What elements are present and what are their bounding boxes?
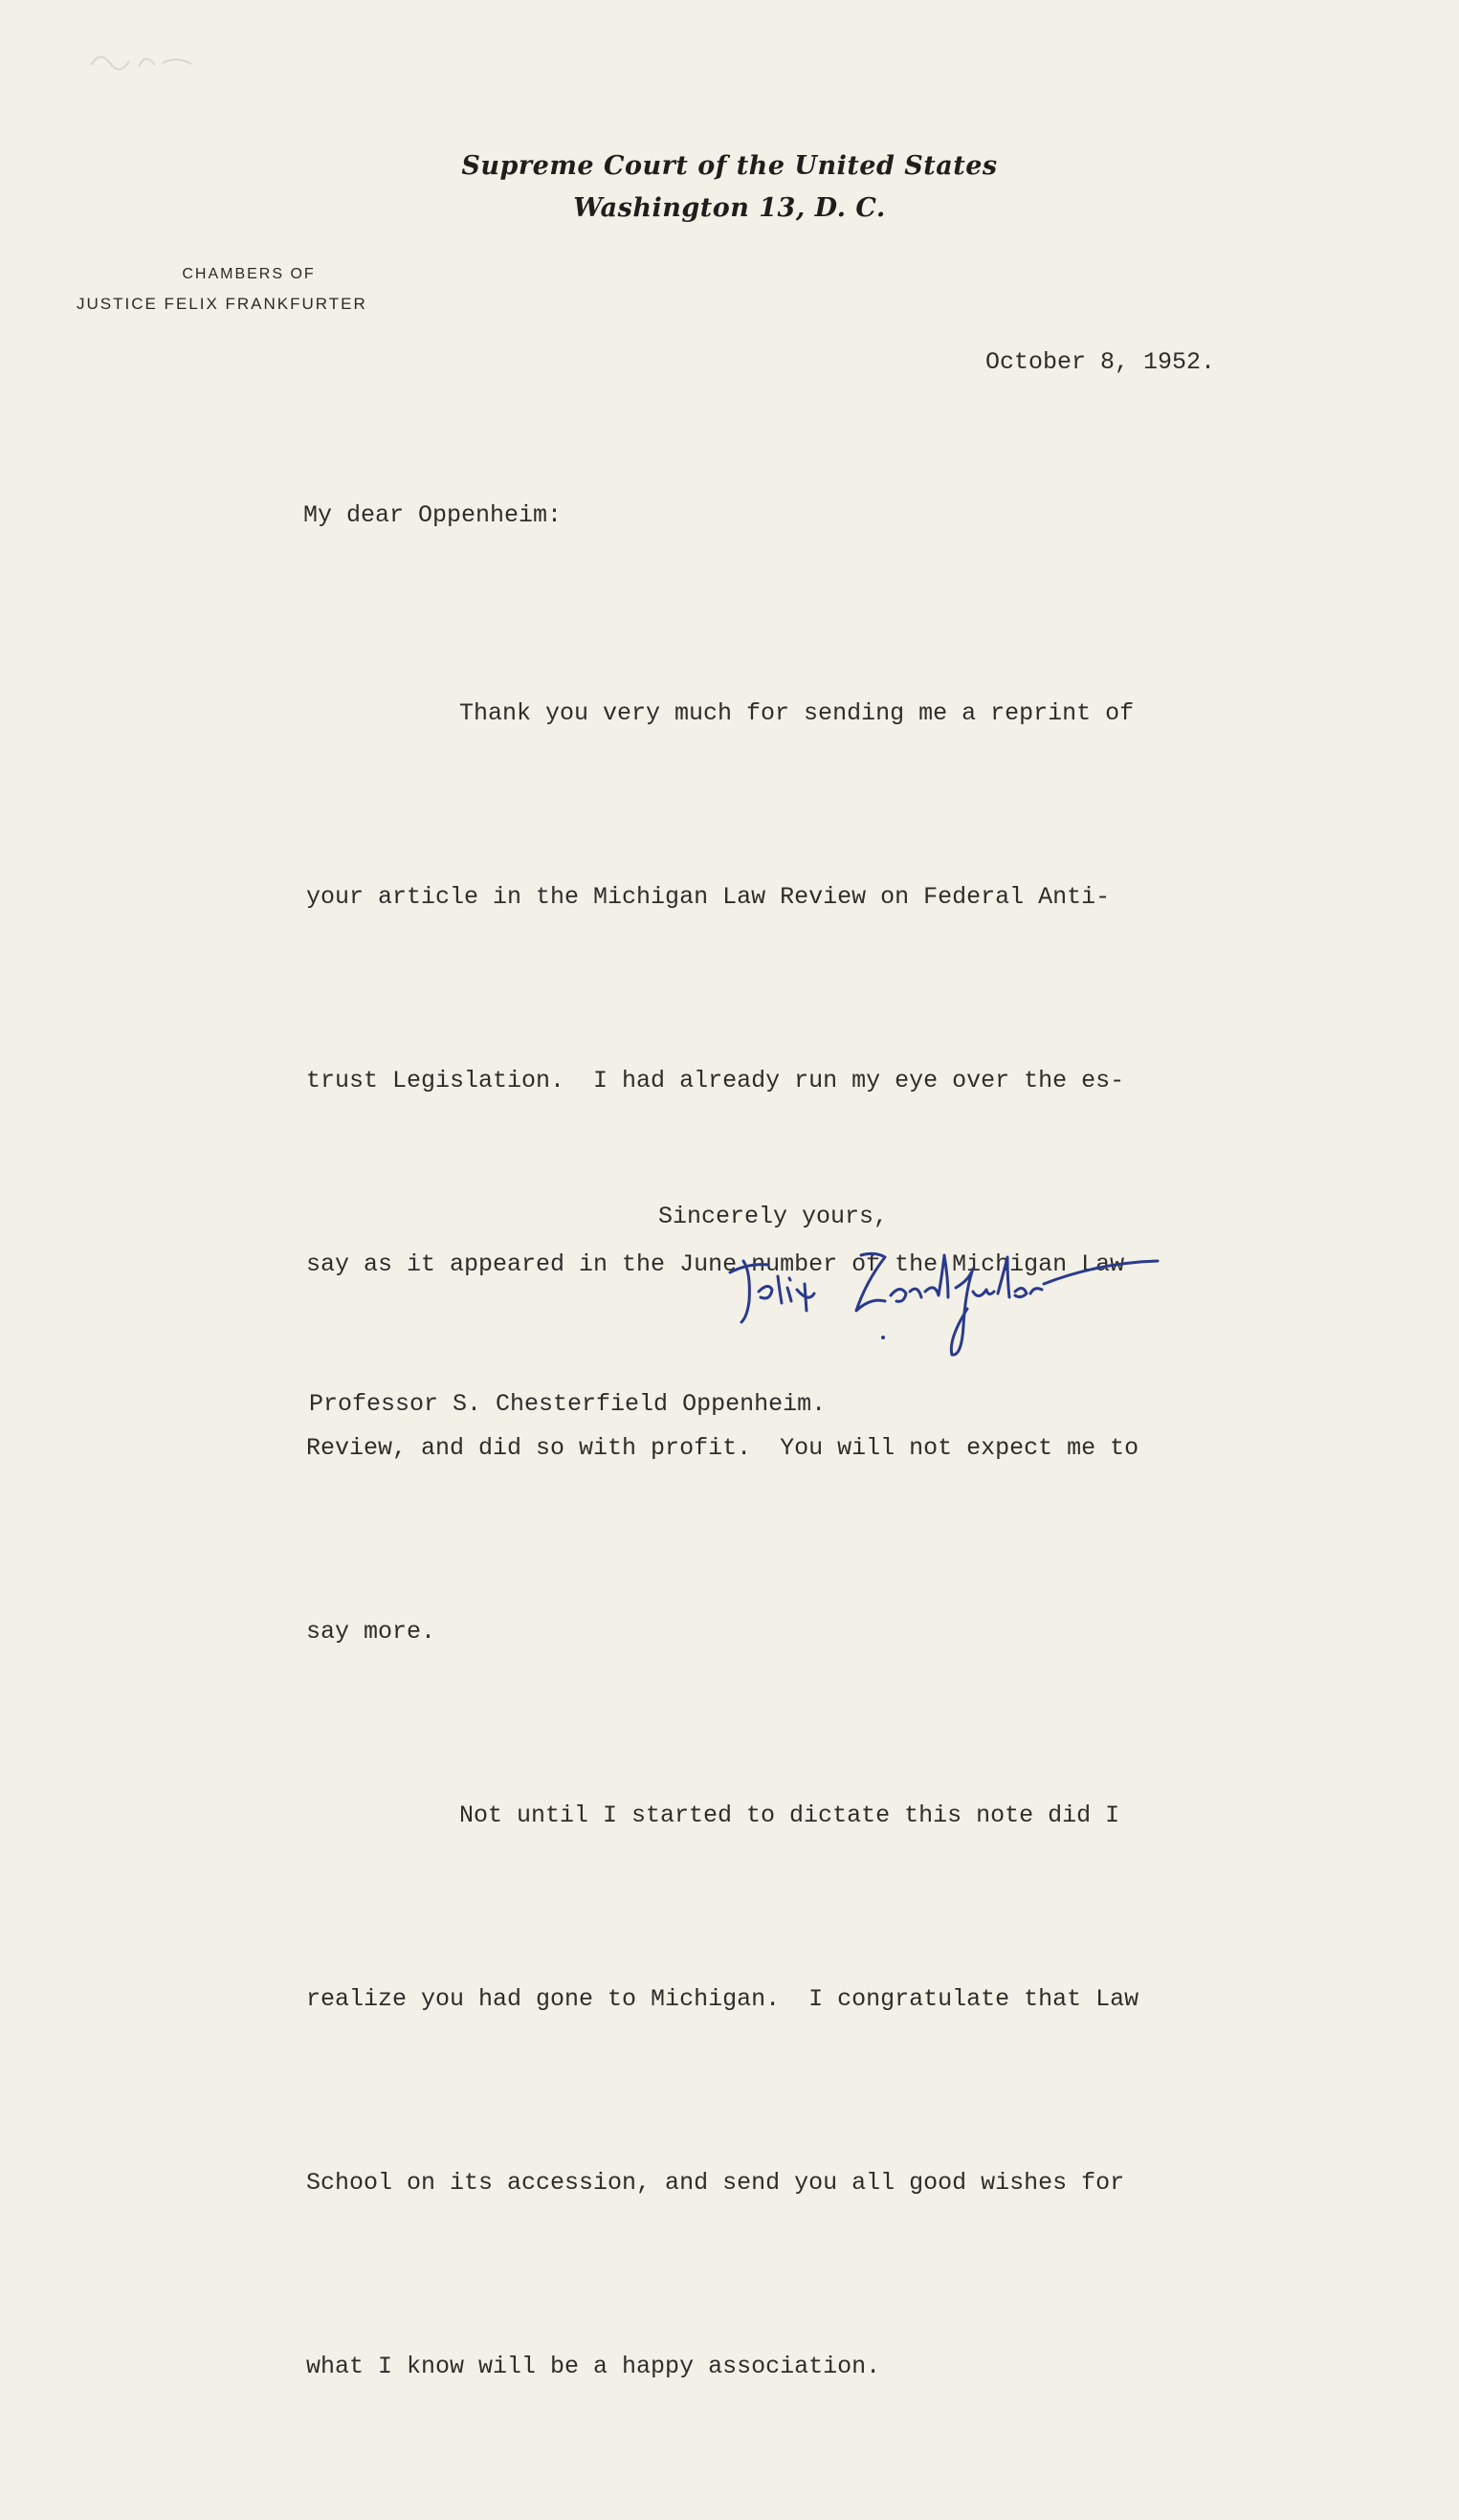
chambers-justice-name: JUSTICE FELIX FRANKFURTER (77, 295, 367, 313)
body-line: Review, and did so with profit. You will not expect me to (306, 1434, 1139, 1462)
salutation: My dear Oppenheim: (303, 501, 563, 529)
handwritten-signature (722, 1234, 1182, 1368)
faint-pencil-marking (86, 38, 201, 77)
letterhead-city: Washington 13, D. C. (573, 193, 886, 223)
letter-body (306, 561, 1138, 2520)
letterhead-court-name: Supreme Court of the United States (461, 151, 998, 181)
body-line: realize you had gone to Michigan. I congratulate that Law (306, 1985, 1139, 2013)
body-line: say more. (306, 1618, 436, 1646)
closing: Sincerely yours, (658, 1203, 889, 1230)
body-line: Not until I started to dictate this note did I (459, 1802, 1120, 1829)
body-line: trust Legislation. I had already run my eye over the es- (306, 1067, 1125, 1094)
body-line: what I know will be a happy association. (306, 2353, 881, 2380)
letter-date: October 8, 1952. (985, 348, 1216, 376)
body-line: Thank you very much for sending me a reprint of (459, 699, 1135, 727)
recipient-name: Professor S. Chesterfield Oppenheim. (309, 1390, 827, 1418)
chambers-label: CHAMBERS OF (182, 266, 316, 282)
body-line: your article in the Michigan Law Review on Federal Anti- (306, 883, 1111, 911)
body-line: School on its accession, and send you all good wishes for (306, 2169, 1125, 2197)
body-line: say as it appeared in the June number of the Michigan Law (306, 1250, 1125, 1278)
